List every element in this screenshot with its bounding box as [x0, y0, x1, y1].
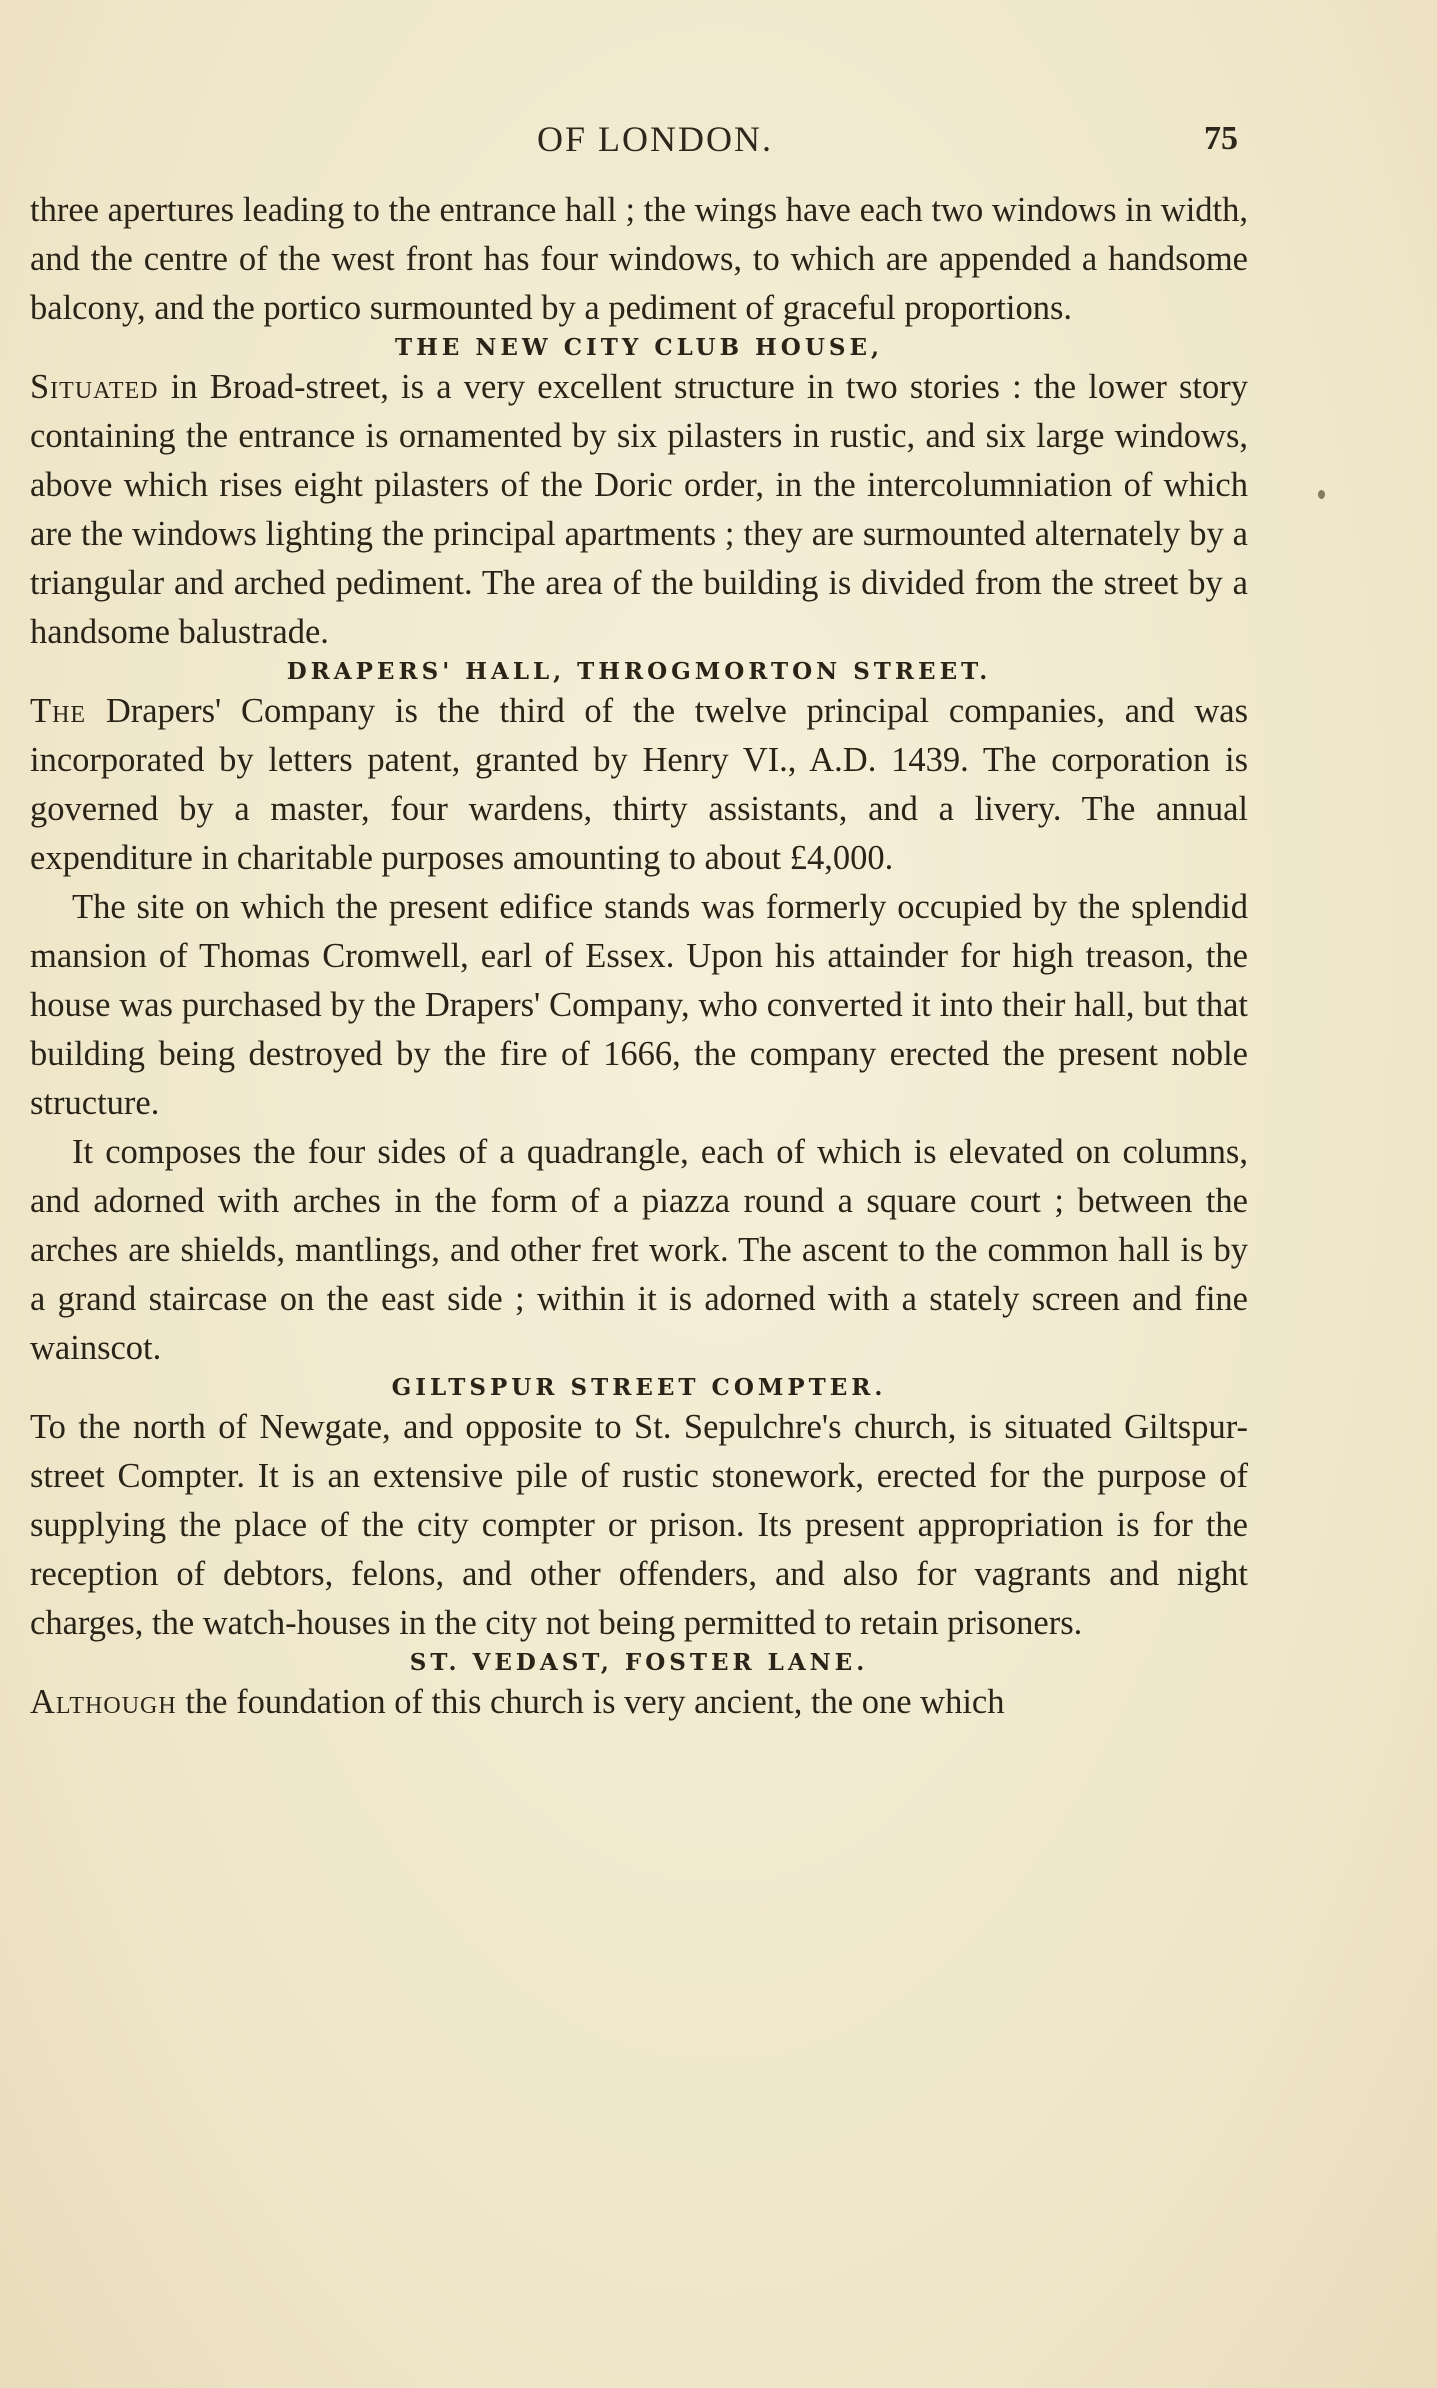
continued-paragraph: three apertures leading to the entrance hall ; the wings have each two windows in width, and the centre of the west front has four windows, to which are appended a handsome balcony, and the portico surmounted by a pediment of graceful proportions. [30, 191, 1248, 327]
paragraph-text: Drapers' Company is the third of the twelve principal companies, and was incorporated by letters patent, granted by Henry VI., A.D. 1439. The corporation is governed by a master, four wardens, thirty assistants, and a livery. The annual expenditure in charitable purposes amounting to about £4,000. [30, 692, 1248, 877]
section-st-vedast-foster-lane [30, 1648, 1248, 1727]
section-drapers-hall [30, 657, 1248, 1373]
section-giltspur-street-compter [30, 1373, 1248, 1648]
section-paragraph [30, 363, 1248, 657]
section-heading: GILTSPUR STREET COMPTER. [391, 1374, 887, 1401]
paragraph-text: the foundation of this church is very ancient, the one which [176, 1683, 1005, 1721]
section-paragraph [30, 1678, 1248, 1727]
running-head [0, 118, 1437, 168]
section-heading: THE NEW CITY CLUB HOUSE, [394, 334, 884, 361]
ink-speck [1318, 490, 1325, 499]
running-title: OF LONDON. [537, 119, 773, 159]
section-new-city-club-house [30, 333, 1248, 657]
lead-word: Situated [30, 368, 159, 406]
page-body [30, 186, 1248, 1727]
section-paragraph [30, 687, 1248, 883]
page-number: 75 [1204, 120, 1238, 157]
lead-word: The [30, 692, 87, 730]
lead-word: Although [30, 1683, 177, 1721]
section-paragraph: To the north of Newgate, and opposite to St. Sepulchre's church, is situated Giltspur-street Compter. It is an extensive pile of rustic stonework, erected for the purpose of supplying the place of the city compter or prison. Its present appropriation is for the reception of debtors, felons, and other offenders, and also for vagrants and night charges, the watch-houses in the city not being permitted to retain prisoners. [30, 1408, 1248, 1642]
section-heading: ST. VEDAST, FOSTER LANE. [409, 1649, 869, 1676]
section-heading: DRAPERS' HALL, THROGMORTON STREET. [286, 658, 992, 685]
section-paragraph: The site on which the present edifice stands was formerly occupied by the splendid mansion of Thomas Cromwell, earl of Essex. Upon his attainder for high treason, the house was purchased by the Drapers' Company, who converted it into their hall, but that building being destroyed by the fire of 1666, the company erected the present noble structure. [30, 888, 1248, 1122]
paragraph-text: in Broad-street, is a very excellent structure in two stories : the lower story containing the entrance is ornamented by six pilasters in rustic, and six large windows, above which rises eight pilasters of the Doric order, in the intercolumniation of which are the windows lighting the principal apartments ; they are surmounted alternately by a triangular and arched pediment. The area of the building is divided from the street by a handsome balustrade. [30, 368, 1248, 651]
section-paragraph: It composes the four sides of a quadrangle, each of which is elevated on columns, and adorned with arches in the form of a piazza round a square court ; between the arches are shields, mantlings, and other fret work. The ascent to the common hall is by a grand staircase on the east side ; within it is adorned with a stately screen and fine wainscot. [30, 1133, 1248, 1367]
